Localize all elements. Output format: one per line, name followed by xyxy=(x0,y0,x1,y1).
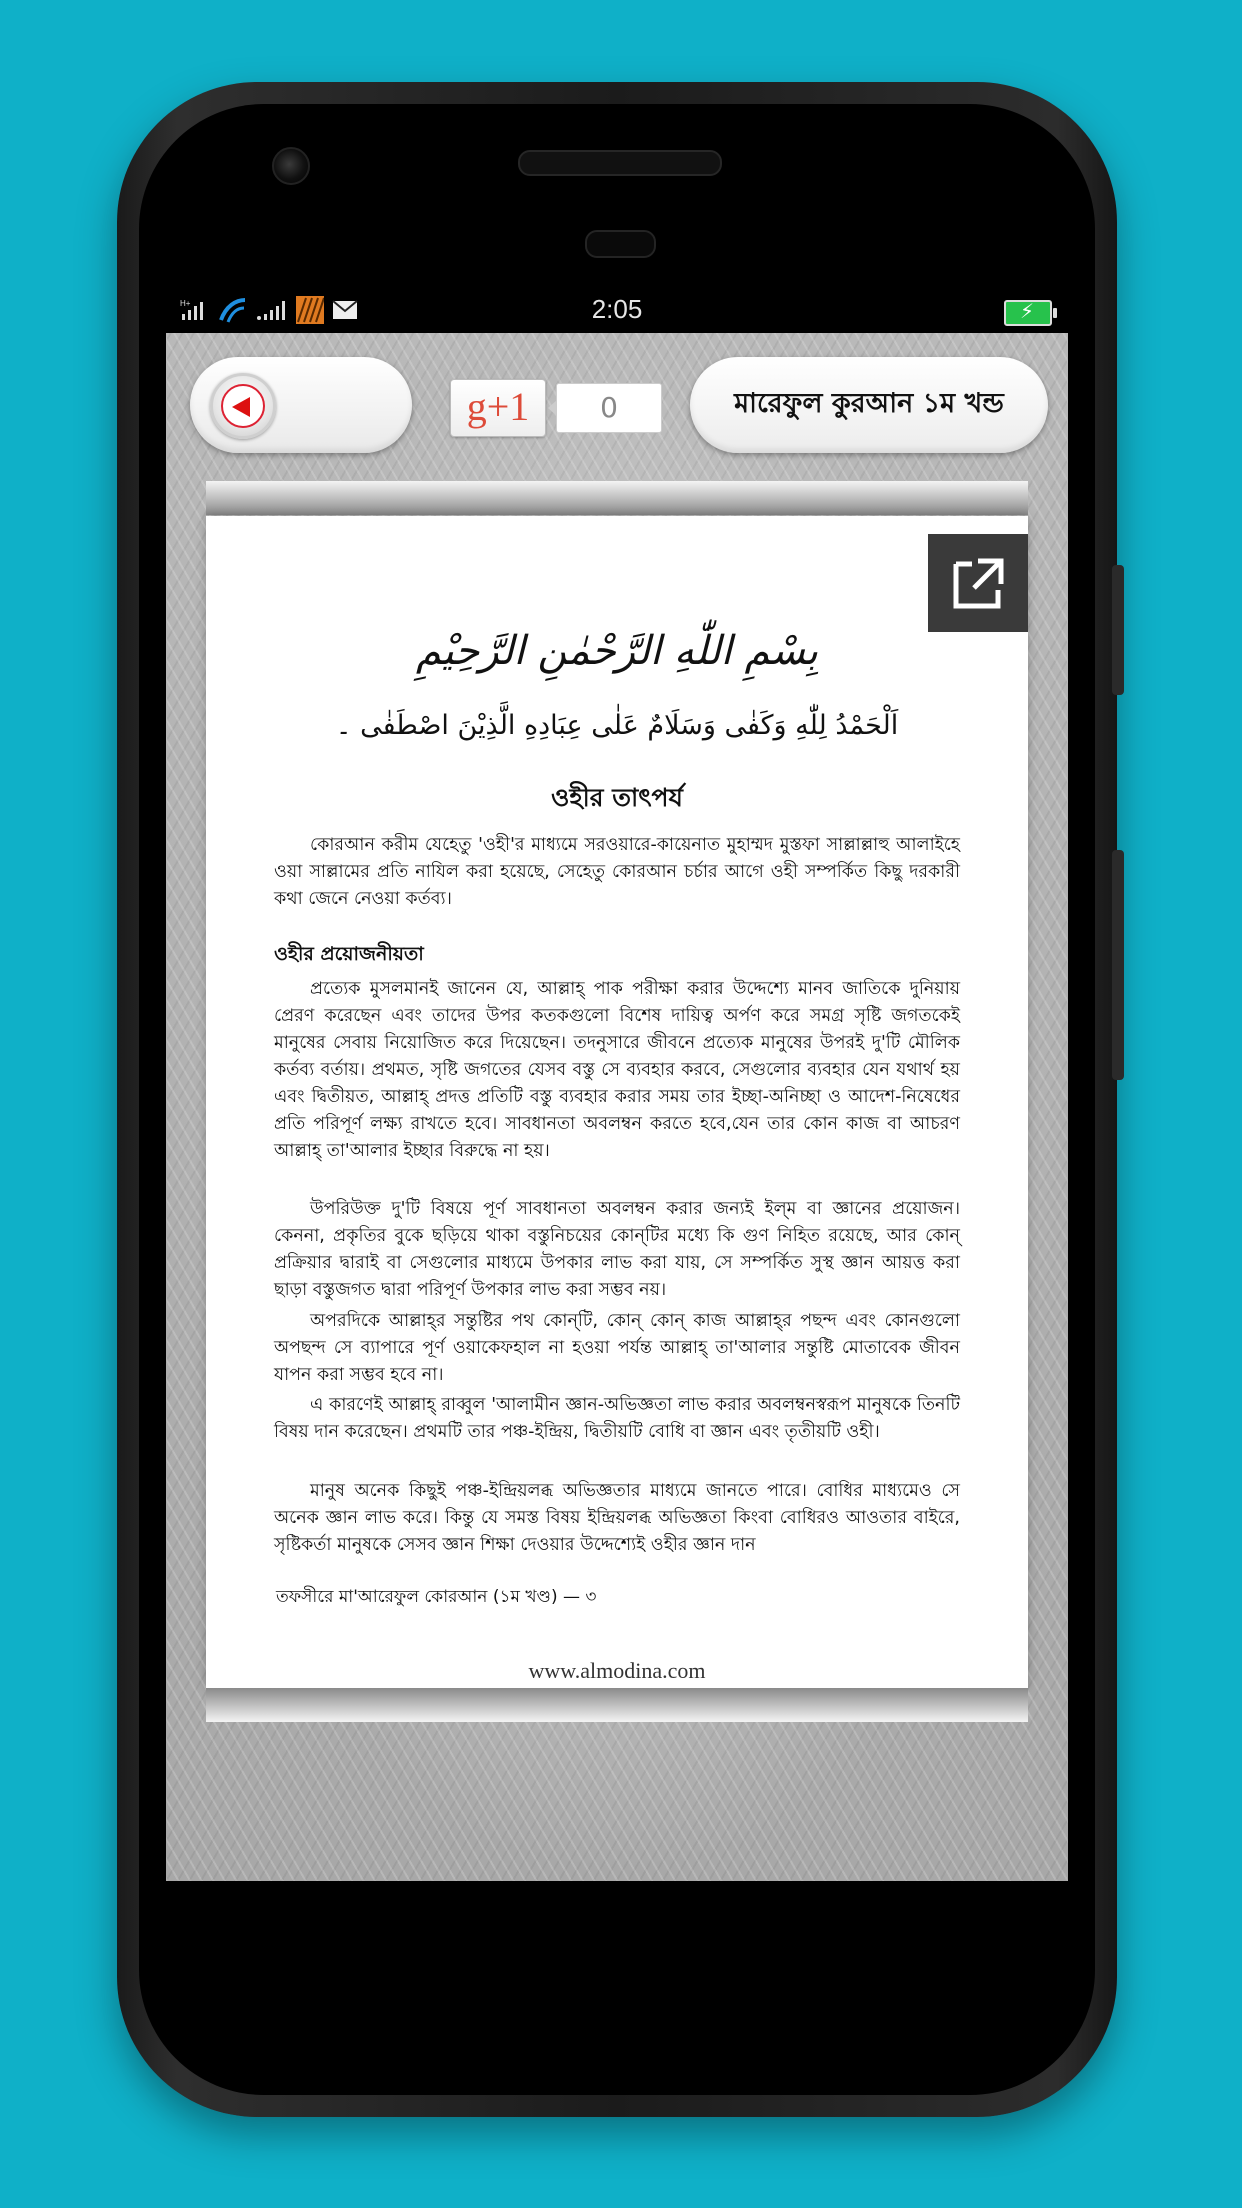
page-footer-note: তফসীরে মা'আরেফুল কোরআন (১ম খণ্ড) — ৩ xyxy=(276,1587,597,1607)
top-toolbar xyxy=(166,333,1068,473)
website-watermark: www.almodina.com xyxy=(528,1658,706,1683)
bismillah-calligraphy: بِسْمِ اللّٰهِ الرَّحْمٰنِ الرَّحِيْمِ xyxy=(415,628,819,674)
plus-one-count: 0 xyxy=(556,383,662,433)
back-button[interactable] xyxy=(210,373,276,439)
paragraph: উপরিউক্ত দু'টি বিষয়ে পূর্ণ সাবধানতা অবলম্বন করার জন্যই ইল্‌ম বা জ্ঞানের প্রয়োজন। কেননা, প্রকৃতির বুকে ছড়িয়ে থাকা বস্তুনিচয়ের কোন্‌টির মধ্যে কি গুণ নিহিত রয়েছে, আর কোন্‌ প্রক্রিয়ার দ্বারাই বা সেগুলোর মাধ্যমে উপকার লাভ করা যায়, সে সম্পর্কিত সুস্থ জ্ঞান আয়ত্ত করা ছাড়া বস্তুজগত দ্বারা পরিপূর্ণ উপকার লাভ করা সম্ভব নয়। xyxy=(274,1199,960,1300)
paragraph: প্রত্যেক মুসলমানই জানেন যে, আল্লাহ্‌ পাক পরীক্ষা করার উদ্দেশ্যে মানব জাতিকে দুনিয়ায় প্রেরণ করেছেন এবং তাদের উপর কতকগুলো বিশেষ দায়িত্ব অর্পণ করে সমগ্র সৃষ্টি জগতকেই মানুষের সেবায় নিয়োজিত করে দিয়েছেন। তদনুসারে জীবনে প্রত্যেক মানুষের উপরই দু'টি মৌলিক কর্তব্য বর্তায়। প্রথমত, সৃষ্টি জগতের যেসব বস্তু সে ব্যবহার করবে, সেগুলোর ব্যবহার যেন যথার্থ হয় এবং দ্বিতীয়ত, আল্লাহ্‌ প্রদত্ত প্রতিটি বস্তু ব্যবহার করার সময় তার ইচ্ছা-অনিচ্ছা ও আদেশ-নিষেধের প্রতি পরিপূর্ণ লক্ষ্য রাখতে হবে। সাবধানতা অবলম্বন করতে হবে,যেন তার কোন কাজ বা আচরণ আল্লাহ্‌ তা'আলার ইচ্ছার বিরুদ্ধে না হয়। xyxy=(274,979,960,1161)
app-content xyxy=(166,333,1068,1881)
front-camera xyxy=(272,147,310,185)
open-external-icon xyxy=(928,534,1028,632)
page-gap-bottom xyxy=(206,1688,1028,1722)
paragraph: এ কারণেই আল্লাহ্‌ রাব্বুল 'আলামীন জ্ঞান-অভিজ্ঞতা লাভ করার অবলম্বনস্বরূপ মানুষকে তিনটি বিষয় দান করেছেন। প্রথমটি তার পঞ্চ-ইন্দ্রিয়, দ্বিতীয়টি বোধি বা জ্ঞান এবং তৃতীয়টি ওহী। xyxy=(274,1395,960,1442)
svg-text:H+: H+ xyxy=(180,299,191,308)
paragraph: মানুষ অনেক কিছুই পঞ্চ-ইন্দ্রিয়লব্ধ অভিজ্ঞতার মাধ্যমে জানতে পারে। বোধির মাধ্যমেও সে অনেক জ্ঞান লাভ করে। কিন্তু যে সমস্ত বিষয় ইন্দ্রিয়লব্ধ অভিজ্ঞতা কিংবা বোধিরও আওতার বাইরে, সৃষ্টিকর্তা মানুষকে সেসব জ্ঞান শিক্ষা দেওয়ার উদ্দেশ্যেই ওহীর জ্ঞান দান xyxy=(274,1481,960,1555)
open-external-button[interactable] xyxy=(928,534,1028,632)
document-page xyxy=(206,516,1028,1688)
page-gap-top xyxy=(206,481,1028,515)
arabic-verse: اَلْحَمْدُ لِلّٰهِ وَكَفٰى وَسَلَامٌ عَلٰى عِبَادِهِ الَّذِيْنَ اصْطَفٰى ۔ xyxy=(335,710,899,741)
status-time: 2:05 xyxy=(591,294,643,324)
battery-charging-icon: ⚡ xyxy=(1004,300,1052,326)
book-title-text: মারেফুল কুরআন ১ম খন্ড xyxy=(734,387,1004,419)
screen xyxy=(166,288,1068,1881)
paragraph: অপরদিকে আল্লাহ্‌র সন্তুষ্টির পথ কোন্‌টি, কোন্‌ কোন্‌ কাজ আল্লাহ্‌র পছন্দ এবং কোনগুলো অপছন্দ সে ব্যাপারে পূর্ণ ওয়াকেফহাল না হওয়া পর্যন্ত আল্লাহ্‌ তা'আলার সন্তুষ্টি মোতাবেক জীবন যাপন করা সম্ভব হবে না। xyxy=(274,1311,960,1385)
back-pill xyxy=(190,357,412,453)
book-title xyxy=(690,357,1048,453)
paragraph: কোরআন করীম যেহেতু 'ওহী'র মাধ্যমে সরওয়ারে-কায়েনাত মুহাম্মদ মুস্তফা সাল্লাল্লাহু আলাইহে ওয়া সাল্লামের প্রতি নাযিল করা হয়েছে, সেহেতু কোরআন চর্চার আগে ওহী সম্পর্কিত কিছু দরকারী কথা জেনে নেওয়া কর্তব্য। xyxy=(274,835,960,909)
earpiece xyxy=(585,230,656,258)
section-subheading: ওহীর প্রয়োজনীয়তা xyxy=(274,943,424,965)
page-heading: ওহীর তাৎপর্য xyxy=(551,783,683,812)
speaker-grill xyxy=(518,150,722,176)
volume-button xyxy=(1112,565,1124,695)
google-plus-one-button[interactable]: g+1 xyxy=(450,379,546,437)
status-bar xyxy=(166,288,1068,333)
back-arrow-icon xyxy=(221,384,265,428)
document-viewer[interactable] xyxy=(206,481,1028,1881)
power-button xyxy=(1112,850,1124,1080)
